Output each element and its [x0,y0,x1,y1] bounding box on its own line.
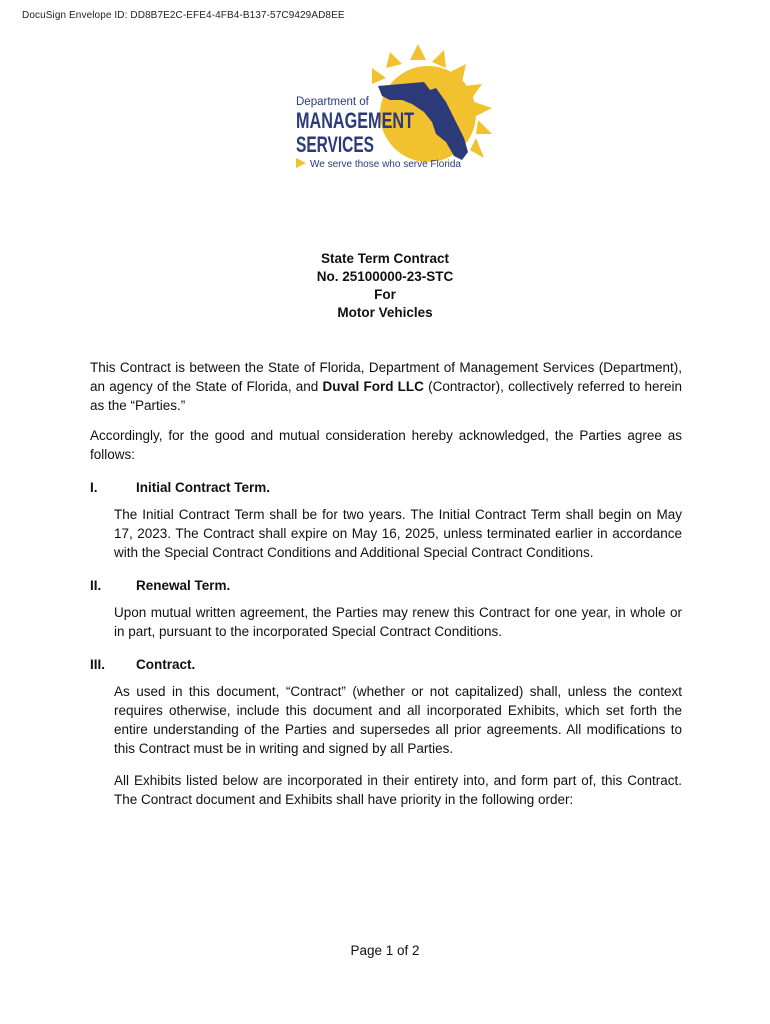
title-line-4: Motor Vehicles [337,305,433,320]
contractor-name: Duval Ford LLC [322,379,424,394]
docusign-envelope-id: DocuSign Envelope ID: DD8B7E2C-EFE4-4FB4-B137-57C9429AD8EE [22,10,345,21]
section-heading: Contract. [136,657,196,672]
section-number: III. [90,657,106,672]
intro-paragraph-2: Accordingly, for the good and mutual consideration hereby acknowledged, the Parties agree as follows: [90,428,682,462]
section-renewal-term [90,576,682,641]
dms-logo [286,42,506,182]
section-heading: Renewal Term. [136,578,231,593]
contract-title [0,250,770,322]
section-paragraph: The Initial Contract Term shall be for two years. The Initial Contract Term shall begin on May 17, 2023. The Contract shall expire on May 16, 2025, unless terminated earlier in accordance with the Special Contract Conditions and Additional Special Contract Conditions. [114,507,682,560]
section-paragraph: As used in this document, “Contract” (whether or not capitalized) shall, unless the context requires otherwise, include this document and all incorporated Exhibits, which set forth the entire understanding of the Parties and supersedes all prior agreements. All modifications to this Contract must be in writing and signed by all Parties. [114,684,682,756]
logo-line2: MANAGEMENT [296,108,415,133]
logo-tagline: We serve those who serve Florida [310,159,461,170]
contract-body [90,358,682,822]
logo-line3: SERVICES [296,132,374,157]
section-paragraph: All Exhibits listed below are incorporated in their entirety into, and form part of, this Contract. The Contract document and Exhibits shall have priority in the following order: [114,773,682,807]
title-line-2: No. 25100000-23-STC [316,269,454,284]
section-number: I. [90,480,98,495]
page-number: Page 1 of 2 [350,943,420,958]
play-arrow-icon [296,158,306,168]
title-line-3: For [374,287,396,302]
section-heading: Initial Contract Term. [136,480,271,495]
section-number: II. [90,578,102,593]
intro-text-b: (Contractor), collectively referred to herein as the “Parties.” [90,379,682,413]
logo-line1: Department of [296,96,369,108]
section-initial-term [90,478,682,562]
section-paragraph: Upon mutual written agreement, the Parties may renew this Contract for one year, in whole or in part, pursuant to the incorporated Special Contract Conditions. [114,605,682,639]
intro-paragraph-1 [90,358,682,415]
intro-text-a: This Contract is between the State of Florida, Department of Management Services (Department), an agency of the State of Florida, and [90,360,682,394]
section-contract [90,655,682,809]
title-line-1: State Term Contract [320,251,450,266]
